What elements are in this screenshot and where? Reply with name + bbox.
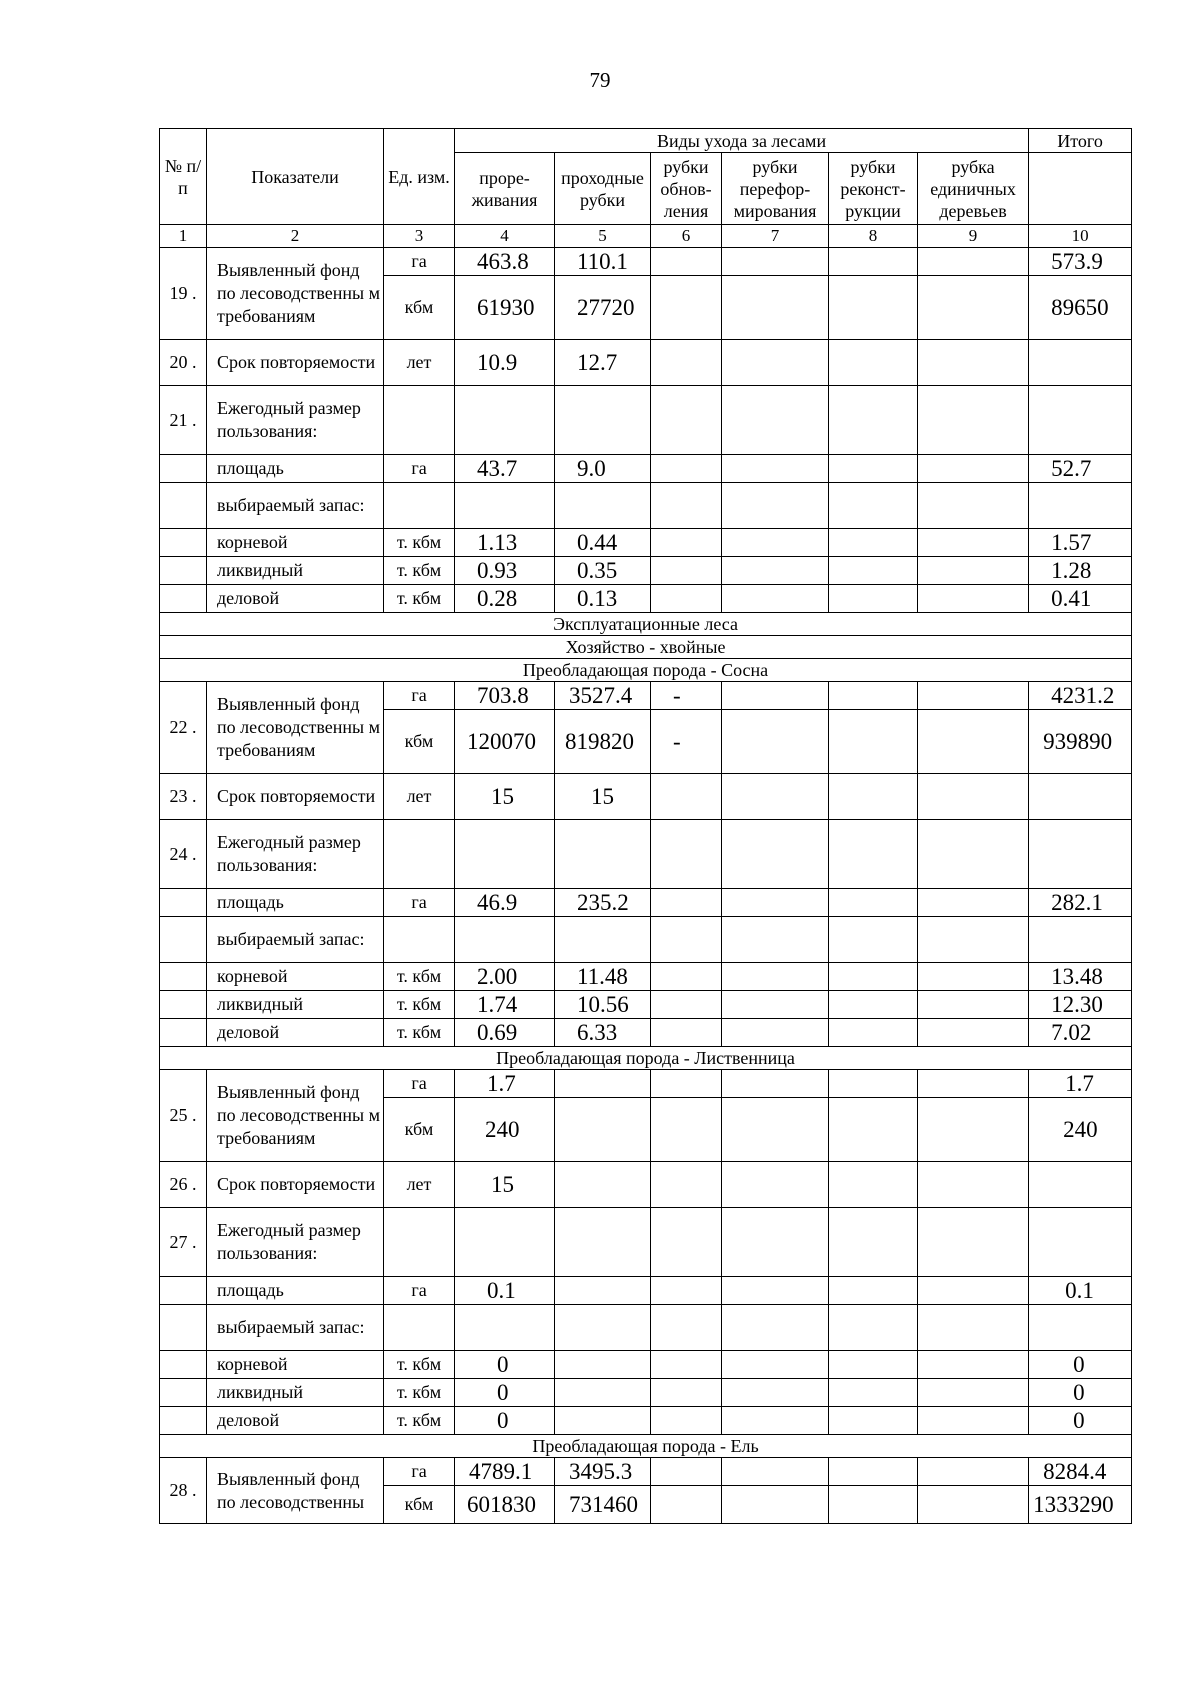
- col-index: 2: [207, 225, 384, 248]
- unit-cell: га: [384, 889, 455, 917]
- col-index: 6: [651, 225, 722, 248]
- row-number: 22 .: [160, 682, 207, 774]
- value-cell: 0.35: [555, 557, 651, 585]
- value-cell: 0.93: [455, 557, 555, 585]
- unit-cell: т. кбм: [384, 585, 455, 613]
- value-cell: 15: [555, 774, 651, 820]
- forest-care-table: [159, 128, 1132, 1524]
- unit-cell: кбм: [384, 1486, 455, 1524]
- row-label: Выявленный фонд по лесоводственны м требованиям: [207, 1070, 384, 1162]
- section-row: [160, 613, 1132, 636]
- table-row: [160, 1407, 1132, 1435]
- col-single-tree-cuts-header: рубка единичных деревьев: [918, 153, 1029, 225]
- value-cell: 4789.1: [455, 1458, 555, 1486]
- value-cell: 3527.4: [555, 682, 651, 710]
- row-label: выбираемый запас:: [207, 483, 384, 529]
- unit-cell: кбм: [384, 710, 455, 774]
- row-label: Срок повторяемости: [207, 774, 384, 820]
- table-row: [160, 889, 1132, 917]
- row-label: ликвидный: [207, 991, 384, 1019]
- value-cell: 731460: [555, 1486, 651, 1524]
- unit-cell: т. кбм: [384, 1379, 455, 1407]
- col-total-header: Итого: [1029, 129, 1132, 153]
- row-label: выбираемый запас:: [207, 1305, 384, 1351]
- table-row: [160, 483, 1132, 529]
- section-row: [160, 1435, 1132, 1458]
- table-row: [160, 1070, 1132, 1098]
- value-cell: 0.44: [555, 529, 651, 557]
- total-cell: 0: [1029, 1379, 1132, 1407]
- unit-cell: лет: [384, 1162, 455, 1208]
- value-cell: 1.74: [455, 991, 555, 1019]
- table-row: [160, 682, 1132, 710]
- value-cell: 0.13: [555, 585, 651, 613]
- col-index: 3: [384, 225, 455, 248]
- total-cell: 1.7: [1029, 1070, 1132, 1098]
- table-row: [160, 1379, 1132, 1407]
- row-label: ликвидный: [207, 557, 384, 585]
- unit-cell: лет: [384, 340, 455, 386]
- table-row: [160, 386, 1132, 455]
- value-cell: 703.8: [455, 682, 555, 710]
- section-heading: Эксплуатационные леса: [160, 613, 1132, 636]
- total-cell: 4231.2: [1029, 682, 1132, 710]
- row-label: выбираемый запас:: [207, 917, 384, 963]
- value-cell: 61930: [455, 276, 555, 340]
- unit-cell: га: [384, 1070, 455, 1098]
- value-cell: 819820: [555, 710, 651, 774]
- unit-cell: га: [384, 248, 455, 276]
- col-index: 1: [160, 225, 207, 248]
- value-cell: -: [651, 710, 722, 774]
- col-no-header: № п/п: [160, 129, 207, 225]
- value-cell: 0: [455, 1351, 555, 1379]
- total-cell: 282.1: [1029, 889, 1132, 917]
- value-cell: 0: [455, 1379, 555, 1407]
- total-cell: 0: [1029, 1351, 1132, 1379]
- col-thinning-header: проре-живания: [455, 153, 555, 225]
- value-cell: -: [651, 682, 722, 710]
- table-row: [160, 455, 1132, 483]
- unit-cell: т. кбм: [384, 557, 455, 585]
- value-cell: 463.8: [455, 248, 555, 276]
- row-label: Выявленный фонд по лесоводственны: [207, 1458, 384, 1524]
- unit-cell: т. кбм: [384, 991, 455, 1019]
- unit-cell: т. кбм: [384, 1019, 455, 1047]
- total-cell: 939890: [1029, 710, 1132, 774]
- value-cell: 43.7: [455, 455, 555, 483]
- value-cell: 15: [455, 1162, 555, 1208]
- value-cell: 12.7: [555, 340, 651, 386]
- total-cell: 573.9: [1029, 248, 1132, 276]
- value-cell: 2.00: [455, 963, 555, 991]
- col-index: 4: [455, 225, 555, 248]
- row-label: Выявленный фонд по лесоводственны м требованиям: [207, 248, 384, 340]
- value-cell: 120070: [455, 710, 555, 774]
- row-label: Ежегодный размер пользования:: [207, 1208, 384, 1277]
- value-cell: 15: [455, 774, 555, 820]
- table-row: [160, 1019, 1132, 1047]
- row-number: 19 .: [160, 248, 207, 340]
- row-label: корневой: [207, 529, 384, 557]
- value-cell: 0.1: [455, 1277, 555, 1305]
- unit-cell: га: [384, 682, 455, 710]
- table-row: [160, 1277, 1132, 1305]
- row-number: 21 .: [160, 386, 207, 455]
- table-row: [160, 1351, 1132, 1379]
- unit-cell: т. кбм: [384, 1351, 455, 1379]
- col-index: 5: [555, 225, 651, 248]
- value-cell: 10.56: [555, 991, 651, 1019]
- table-row: [160, 585, 1132, 613]
- total-cell: 0.1: [1029, 1277, 1132, 1305]
- col-reconstruction-cuts-header: рубки реконст-рукции: [829, 153, 918, 225]
- section-heading: Преобладающая порода - Сосна: [160, 659, 1132, 682]
- total-cell: 0: [1029, 1407, 1132, 1435]
- table-row: [160, 1162, 1132, 1208]
- unit-cell: т. кбм: [384, 1407, 455, 1435]
- value-cell: 0: [455, 1407, 555, 1435]
- table-row: [160, 1458, 1132, 1486]
- value-cell: 27720: [555, 276, 651, 340]
- value-cell: 1.13: [455, 529, 555, 557]
- col-index: 7: [722, 225, 829, 248]
- section-heading: Хозяйство - хвойные: [160, 636, 1132, 659]
- section-row: [160, 1047, 1132, 1070]
- total-cell: 0.41: [1029, 585, 1132, 613]
- total-cell: 89650: [1029, 276, 1132, 340]
- unit-cell: кбм: [384, 276, 455, 340]
- row-number: 27 .: [160, 1208, 207, 1277]
- column-index-row: [160, 225, 1132, 248]
- value-cell: 0.28: [455, 585, 555, 613]
- value-cell: 110.1: [555, 248, 651, 276]
- row-label: деловой: [207, 1407, 384, 1435]
- unit-cell: га: [384, 455, 455, 483]
- value-cell: 9.0: [555, 455, 651, 483]
- row-label: Ежегодный размер пользования:: [207, 386, 384, 455]
- row-number: 26 .: [160, 1162, 207, 1208]
- row-label: деловой: [207, 1019, 384, 1047]
- col-unit-header: Ед. изм.: [384, 129, 455, 225]
- section-heading: Преобладающая порода - Лиственница: [160, 1047, 1132, 1070]
- value-cell: 0.69: [455, 1019, 555, 1047]
- row-label: площадь: [207, 889, 384, 917]
- row-label: площадь: [207, 455, 384, 483]
- value-cell: 46.9: [455, 889, 555, 917]
- value-cell: 240: [455, 1098, 555, 1162]
- value-cell: 1.7: [455, 1070, 555, 1098]
- value-cell: 11.48: [555, 963, 651, 991]
- total-cell: 52.7: [1029, 455, 1132, 483]
- col-reformation-cuts-header: рубки перефор-мирования: [722, 153, 829, 225]
- row-label: площадь: [207, 1277, 384, 1305]
- total-cell: 1.57: [1029, 529, 1132, 557]
- unit-cell: га: [384, 1458, 455, 1486]
- value-cell: 3495.3: [555, 1458, 651, 1486]
- total-cell: 8284.4: [1029, 1458, 1132, 1486]
- table-row: [160, 917, 1132, 963]
- total-cell: 1.28: [1029, 557, 1132, 585]
- col-passing-cuts-header: проходные рубки: [555, 153, 651, 225]
- total-cell: 240: [1029, 1098, 1132, 1162]
- table-row: [160, 991, 1132, 1019]
- row-label: корневой: [207, 1351, 384, 1379]
- col-index: 10: [1029, 225, 1132, 248]
- row-label: деловой: [207, 585, 384, 613]
- unit-cell: т. кбм: [384, 963, 455, 991]
- value-cell: 6.33: [555, 1019, 651, 1047]
- unit-cell: кбм: [384, 1098, 455, 1162]
- row-number: 28 .: [160, 1458, 207, 1524]
- total-cell: 12.30: [1029, 991, 1132, 1019]
- total-cell: 1333290: [1029, 1486, 1132, 1524]
- row-label: Ежегодный размер пользования:: [207, 820, 384, 889]
- table-row: [160, 820, 1132, 889]
- col-index: 8: [829, 225, 918, 248]
- table-row: [160, 340, 1132, 386]
- row-label: Выявленный фонд по лесоводственны м требованиям: [207, 682, 384, 774]
- value-cell: 601830: [455, 1486, 555, 1524]
- col-indicators-header: Показатели: [207, 129, 384, 225]
- row-number: 23 .: [160, 774, 207, 820]
- table-row: [160, 557, 1132, 585]
- care-types-header: Виды ухода за лесами: [455, 129, 1029, 153]
- table-row: [160, 963, 1132, 991]
- section-heading: Преобладающая порода - Ель: [160, 1435, 1132, 1458]
- unit-cell: лет: [384, 774, 455, 820]
- row-number: 24 .: [160, 820, 207, 889]
- col-renewal-cuts-header: рубки обнов-ления: [651, 153, 722, 225]
- section-row: [160, 659, 1132, 682]
- value-cell: 235.2: [555, 889, 651, 917]
- unit-cell: т. кбм: [384, 529, 455, 557]
- table-row: [160, 248, 1132, 276]
- row-label: Срок повторяемости: [207, 340, 384, 386]
- total-cell: 13.48: [1029, 963, 1132, 991]
- row-label: ликвидный: [207, 1379, 384, 1407]
- value-cell: 10.9: [455, 340, 555, 386]
- row-label: корневой: [207, 963, 384, 991]
- header-row-top: [160, 129, 1132, 153]
- table-row: [160, 1305, 1132, 1351]
- row-number: 20 .: [160, 340, 207, 386]
- page-number: 79: [589, 68, 611, 92]
- section-row: [160, 636, 1132, 659]
- row-label: Срок повторяемости: [207, 1162, 384, 1208]
- table-row: [160, 529, 1132, 557]
- table-row: [160, 1208, 1132, 1277]
- table-row: [160, 774, 1132, 820]
- col-total-sub-header: [1029, 153, 1132, 225]
- col-index: 9: [918, 225, 1029, 248]
- row-number: 25 .: [160, 1070, 207, 1162]
- unit-cell: га: [384, 1277, 455, 1305]
- total-cell: 7.02: [1029, 1019, 1132, 1047]
